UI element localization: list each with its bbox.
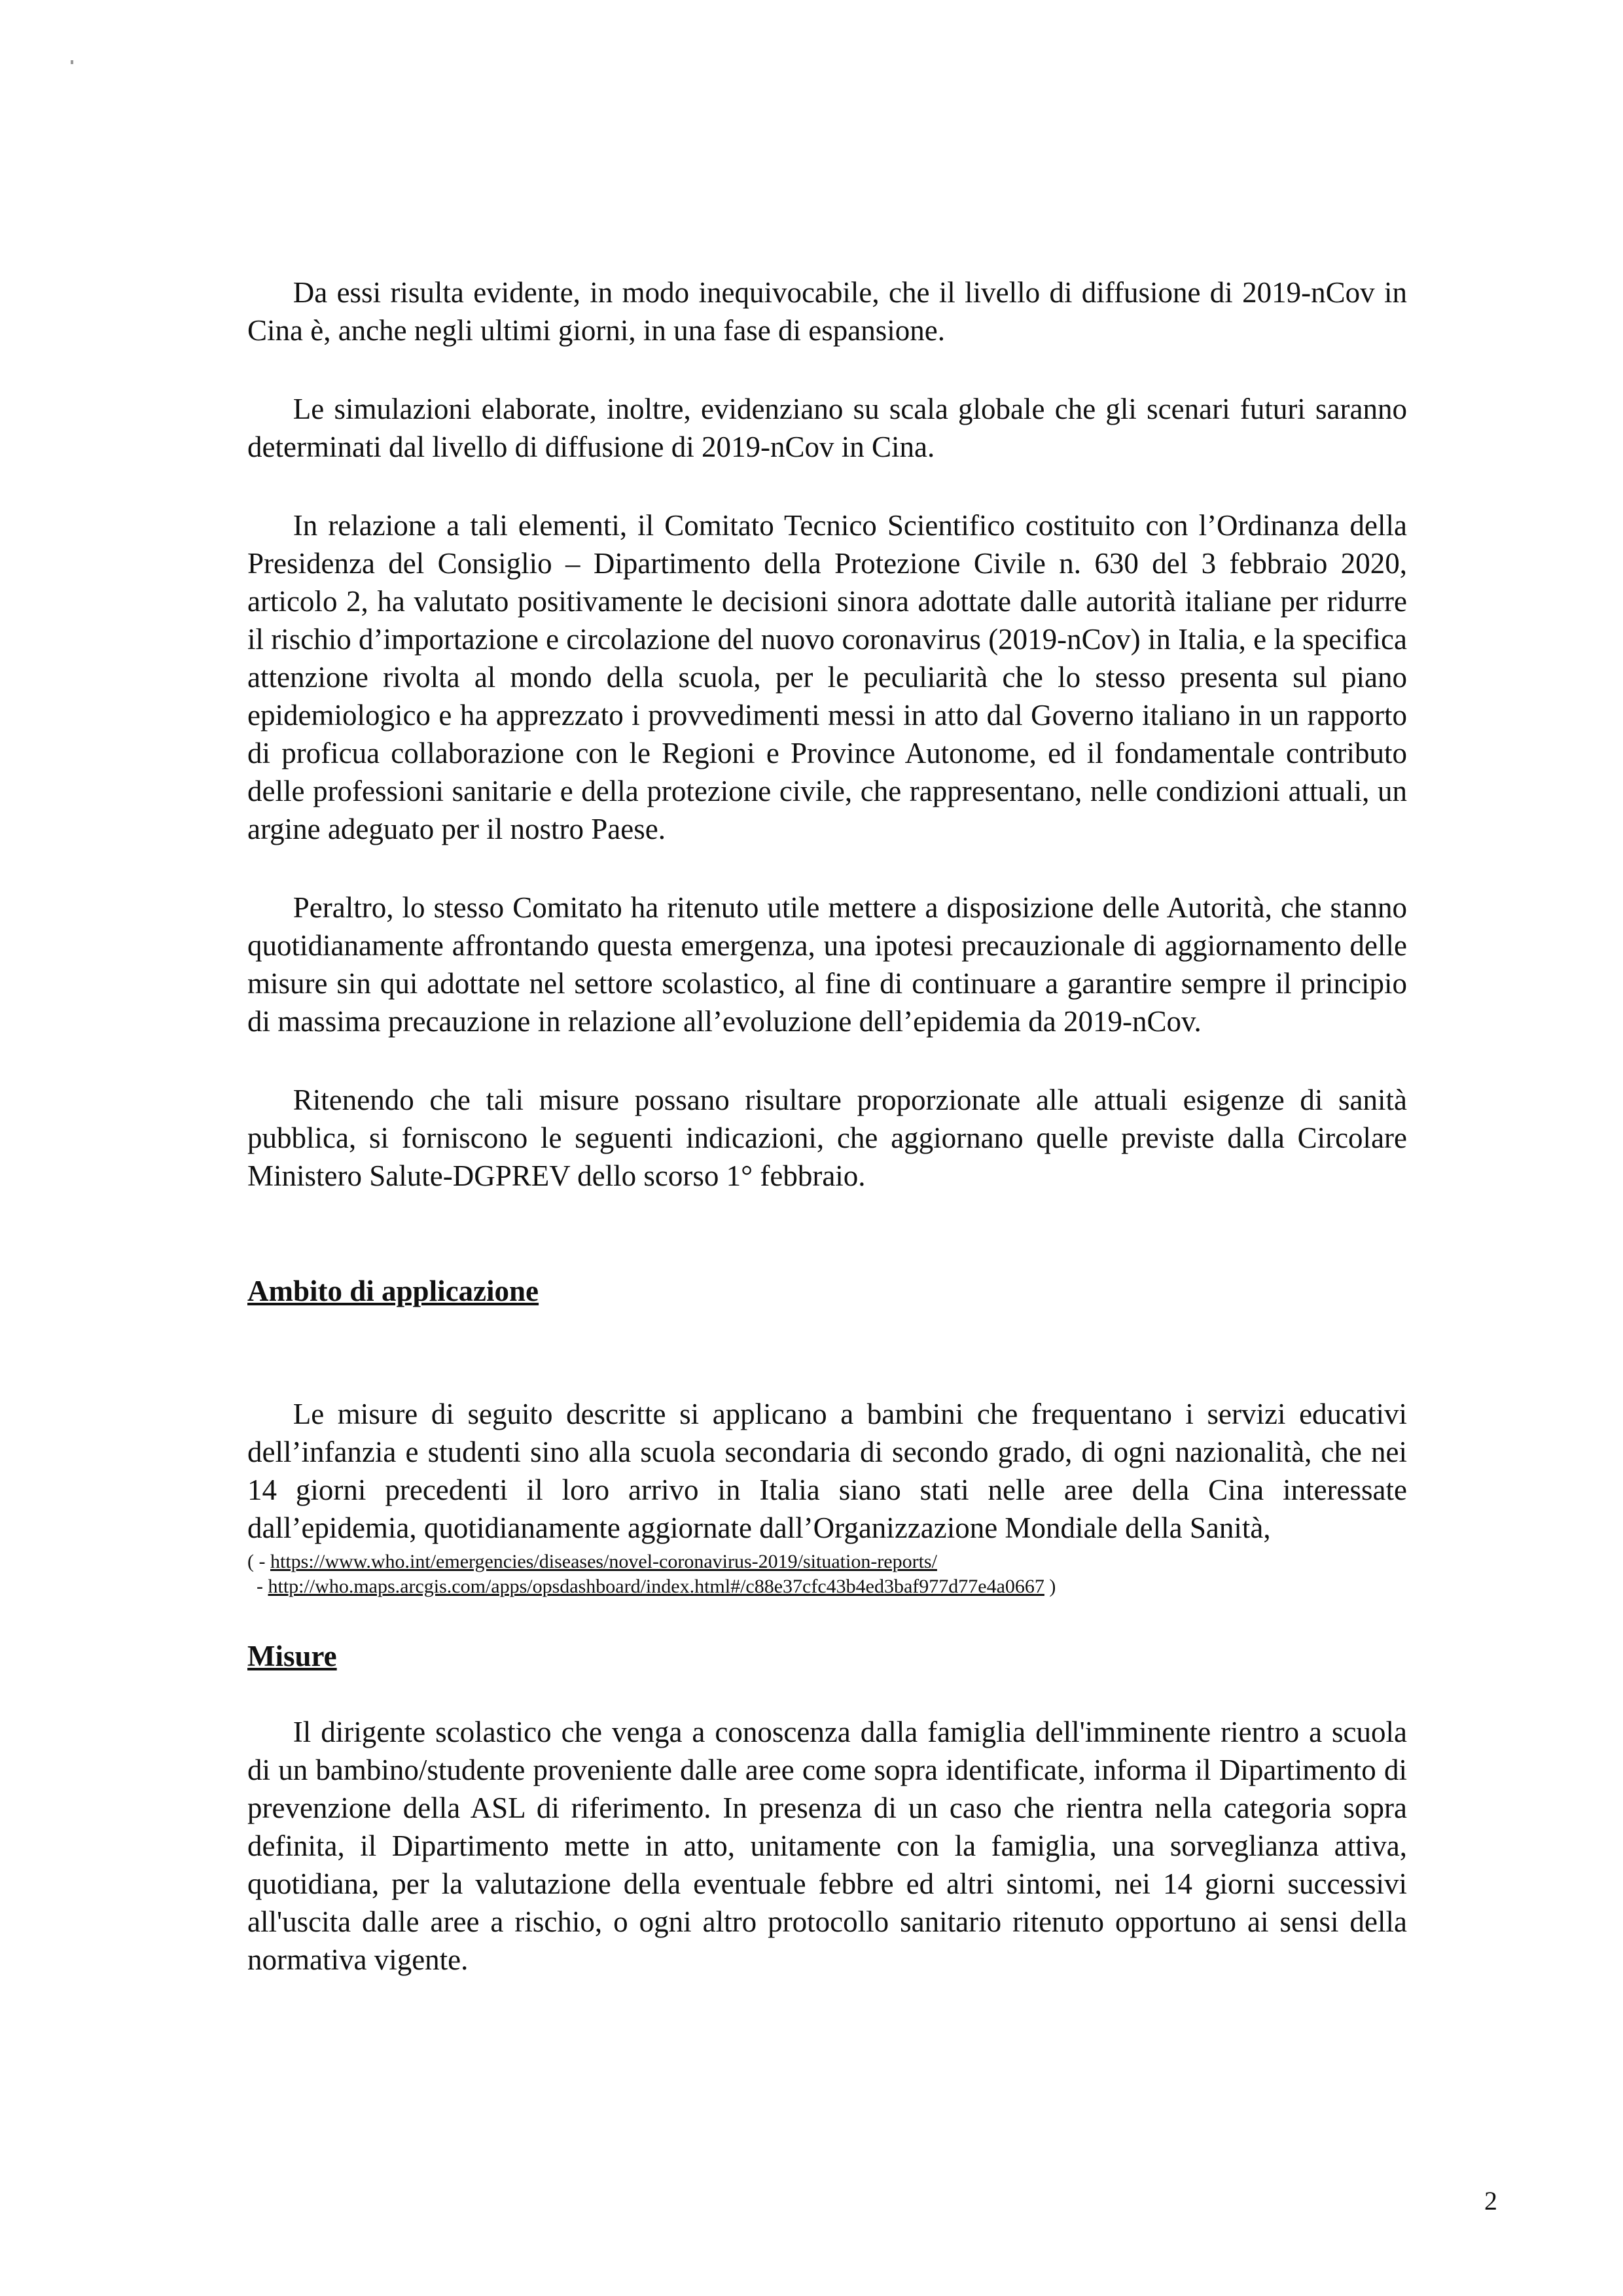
paragraph-1: Da essi risulta evidente, in modo inequivocabile, che il livello di diffusione di 2019-nCov in Cina è, anche negli ultimi giorni, in una fase di espansione. [247, 276, 1407, 347]
reference-2-suffix: ) [1044, 1576, 1056, 1597]
reference-line-1 [247, 1549, 1407, 1574]
paragraph-4: Peraltro, lo stesso Comitato ha ritenuto utile mettere a disposizione delle Autorità, che stanno quotidianamente affrontando questa emergenza, una ipotesi precauzionale di aggiornamento delle misure sin qui adottate nel settore scolastico, al fine di continuare a garantire sempre il principio di massima precauzione in relazione all’evoluzione dell’epidemia da 2019-nCov. [247, 891, 1407, 1038]
references [247, 1549, 1407, 1599]
misure-body: Il dirigente scolastico che venga a conoscenza dalla famiglia dell'imminente rientro a scuola di un bambino/studente proveniente dalle aree come sopra identificate, informa il Dipartimento di prevenzione della ASL di riferimento. In presenza di un caso che rientra nella categoria sopra definita, il Dipartimento mette in atto, unitamente con la famiglia, una sorveglianza attiva, quotidiana, per la valutazione della eventuale febbre ed altri sintomi, nei 14 giorni successivi all'uscita dalle aree a rischio, o ogni altro protocollo sanitario ritenuto opportuno ai sensi della normativa vigente. [247, 1716, 1407, 1976]
who-dashboard-link[interactable]: http://who.maps.arcgis.com/apps/opsdashboard/index.html#/c88e37cfc43b4ed3baf977d77e4a0667 [268, 1576, 1044, 1597]
paragraph-3: In relazione a tali elementi, il Comitato Tecnico Scientifico costituito con l’Ordinanza della Presidenza del Consiglio – Dipartimento della Protezione Civile n. 630 del 3 febbraio 2020, articolo 2, ha valutato positivamente le decisioni sinora adottate dalle autorità italiane per ridurre il rischio d’importazione e circolazione del nuovo coronavirus (2019-nCov) in Italia, e la specifica attenzione rivolta al mondo della scuola, per le peculiarità che lo stesso presenta sul piano epidemiologico e ha apprezzato i provvedimenti messi in atto dal Governo italiano in un rapporto di proficua collaborazione con le Regioni e Province Autonome, ed il fondamentale contributo delle professioni sanitarie e della protezione civile, che rappresentano, nelle condizioni attuali, un argine adeguato per il nostro Paese. [247, 509, 1407, 845]
reference-2-prefix: - [257, 1576, 268, 1597]
page-number: 2 [1484, 2186, 1497, 2216]
who-situation-reports-link[interactable]: https://www.who.int/emergencies/diseases/novel-coronavirus-2019/situation-reports/ [270, 1551, 937, 1572]
document-body [247, 274, 1407, 1979]
paragraph-5: Ritenendo che tali misure possano risultare proporzionate alle attuali esigenze di sanità pubblica, si forniscono le seguenti indicazioni, che aggiornano quelle previste dalla Circolare Ministero Salute-DGPREV dello scorso 1° febbraio. [247, 1084, 1407, 1192]
heading-ambito-di-applicazione: Ambito di applicazione [247, 1275, 539, 1307]
scan-artifact [71, 60, 73, 64]
heading-misure: Misure [247, 1640, 337, 1672]
reference-line-2 [247, 1574, 1407, 1599]
ambito-body: Le misure di seguito descritte si applicano a bambini che frequentano i servizi educativi dell’infanzia e studenti sino alla scuola secondaria di secondo grado, di ogni nazionalità, che nei 14 giorni precedenti il loro arrivo in Italia siano stati nelle aree della Cina interessate dall’epidemia, quotidianamente aggiornate dall’Organizzazione Mondiale della Sanità, [247, 1398, 1407, 1544]
reference-1-prefix: ( - [247, 1551, 270, 1572]
paragraph-2: Le simulazioni elaborate, inoltre, evidenziano su scala globale che gli scenari futuri saranno determinati dal livello di diffusione di 2019-nCov in Cina. [247, 393, 1407, 463]
